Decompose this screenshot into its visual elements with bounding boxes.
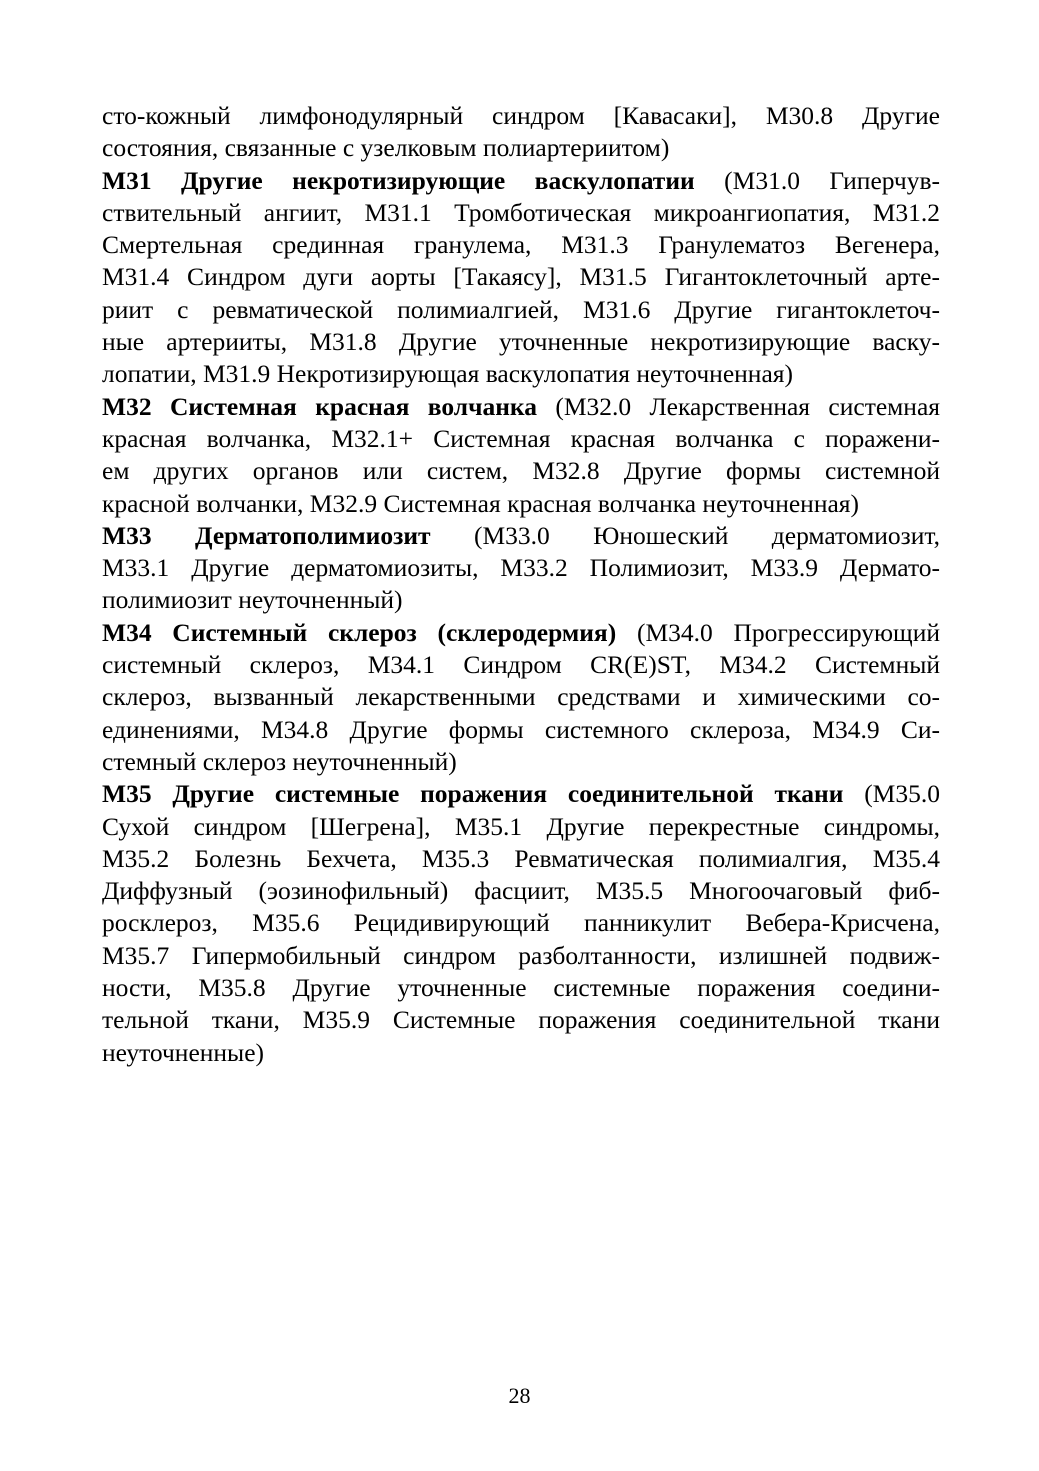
line-text: склероз, вызванный лекарственными средствами и химическими со- [102, 682, 940, 712]
text-line [102, 229, 940, 261]
text-line [102, 132, 940, 164]
line-text: M35.2 Болезнь Бехчета, M35.3 Ревматическая полимиалгия, M35.4 [102, 843, 940, 873]
disease-group-paragraph [102, 617, 940, 778]
text-line [102, 811, 940, 843]
text-line [102, 778, 940, 810]
code-title: M35 Другие системные поражения соединительной ткани [102, 779, 844, 809]
text-line [102, 552, 940, 584]
line-text: единениями, M34.8 Другие формы системного склероза, M34.9 Си- [102, 714, 940, 744]
text-line [102, 455, 940, 487]
text-line [102, 391, 940, 423]
line-text: неуточненные) [102, 1037, 265, 1067]
line-text: Диффузный (эозинофильный) фасциит, M35.5 Многоочаговый фиб- [102, 876, 940, 906]
line-text: системный склероз, M34.1 Синдром CR(E)ST, M34.2 Системный [102, 650, 940, 680]
text-line [102, 1004, 940, 1036]
document-body [102, 100, 940, 1069]
line-text: сто-кожный лимфонодулярный синдром [Кавасаки], M30.8 Другие [102, 101, 940, 130]
code-title: M34 Системный склероз (склеродермия) [102, 617, 617, 647]
line-text: состояния, связанные с узелковым полиартериитом) [102, 133, 670, 163]
text-line [102, 165, 940, 197]
text-line [102, 584, 940, 616]
text-line [102, 294, 940, 326]
line-text: ные артерииты, M31.8 Другие уточненные некротизирующие васку- [102, 327, 940, 357]
disease-group-paragraph [102, 391, 940, 520]
text-line [102, 423, 940, 455]
disease-group-paragraph [102, 165, 940, 391]
line-text: ности, M35.8 Другие уточненные системные поражения соедини- [102, 973, 940, 1003]
text-line [102, 326, 940, 358]
text-line [102, 746, 940, 778]
text-line [102, 197, 940, 229]
text-line [102, 972, 940, 1004]
code-title: M32 Системная красная волчанка [102, 391, 537, 421]
line-text: M35.7 Гипермобильный синдром разболтанности, излишней подвиж- [102, 940, 940, 970]
line-text: (M33.0 Юношеский дерматомиозит, [430, 520, 940, 550]
text-line [102, 907, 940, 939]
line-text: (M32.0 Лекарственная системная [536, 391, 940, 421]
line-text: (M31.0 Гиперчув- [694, 165, 940, 195]
text-line [102, 358, 940, 390]
line-text: риит с ревматической полимиалгией, M31.6 Другие гигантоклеточ- [102, 294, 940, 324]
line-text: ем других органов или систем, M32.8 Другие формы системной [102, 456, 940, 486]
line-text: полимиозит неуточненный) [102, 585, 403, 615]
line-text: стемный склероз неуточненный) [102, 746, 457, 776]
text-line [102, 488, 940, 520]
text-line [102, 617, 940, 649]
text-line [102, 649, 940, 681]
line-text: тельной ткани, M35.9 Системные поражения соединительной ткани [102, 1005, 940, 1035]
text-line [102, 940, 940, 972]
code-title: M31 Другие некротизирующие васкулопатии [102, 165, 695, 195]
line-text: Смертельная срединная гранулема, M31.3 Гранулематоз Вегенера, [102, 230, 940, 260]
disease-group-paragraph [102, 100, 940, 165]
disease-group-paragraph [102, 520, 940, 617]
text-line [102, 1037, 940, 1069]
text-line [102, 681, 940, 713]
line-text: M31.4 Синдром дуги аорты [Такаясу], M31.5 Гигантоклеточный арте- [102, 262, 940, 292]
text-line [102, 100, 940, 132]
code-title: M33 Дерматополимиозит [102, 520, 431, 550]
line-text: ствительный ангиит, M31.1 Тромботическая микроангиопатия, M31.2 [102, 197, 940, 227]
line-text: (M34.0 Прогрессирующий [616, 617, 940, 647]
text-line [102, 714, 940, 746]
line-text: M33.1 Другие дерматомиозиты, M33.2 Полимиозит, M33.9 Дермато- [102, 553, 940, 583]
text-line [102, 520, 940, 552]
text-line [102, 261, 940, 293]
line-text: красная волчанка, M32.1+ Системная красная волчанка с поражени- [102, 423, 940, 453]
disease-group-paragraph [102, 778, 940, 1069]
page-number: 28 [508, 1383, 531, 1408]
text-line [102, 875, 940, 907]
line-text: красной волчанки, M32.9 Системная красная волчанка неуточненная) [102, 488, 860, 518]
line-text: (M35.0 [843, 779, 940, 809]
line-text: Сухой синдром [Шегрена], M35.1 Другие перекрестные синдромы, [102, 811, 940, 841]
text-line [102, 843, 940, 875]
line-text: лопатии, M31.9 Некротизирующая васкулопатия неуточненная) [102, 359, 793, 389]
line-text: росклероз, M35.6 Рецидивирующий панникулит Вебера-Крисчена, [102, 908, 940, 938]
